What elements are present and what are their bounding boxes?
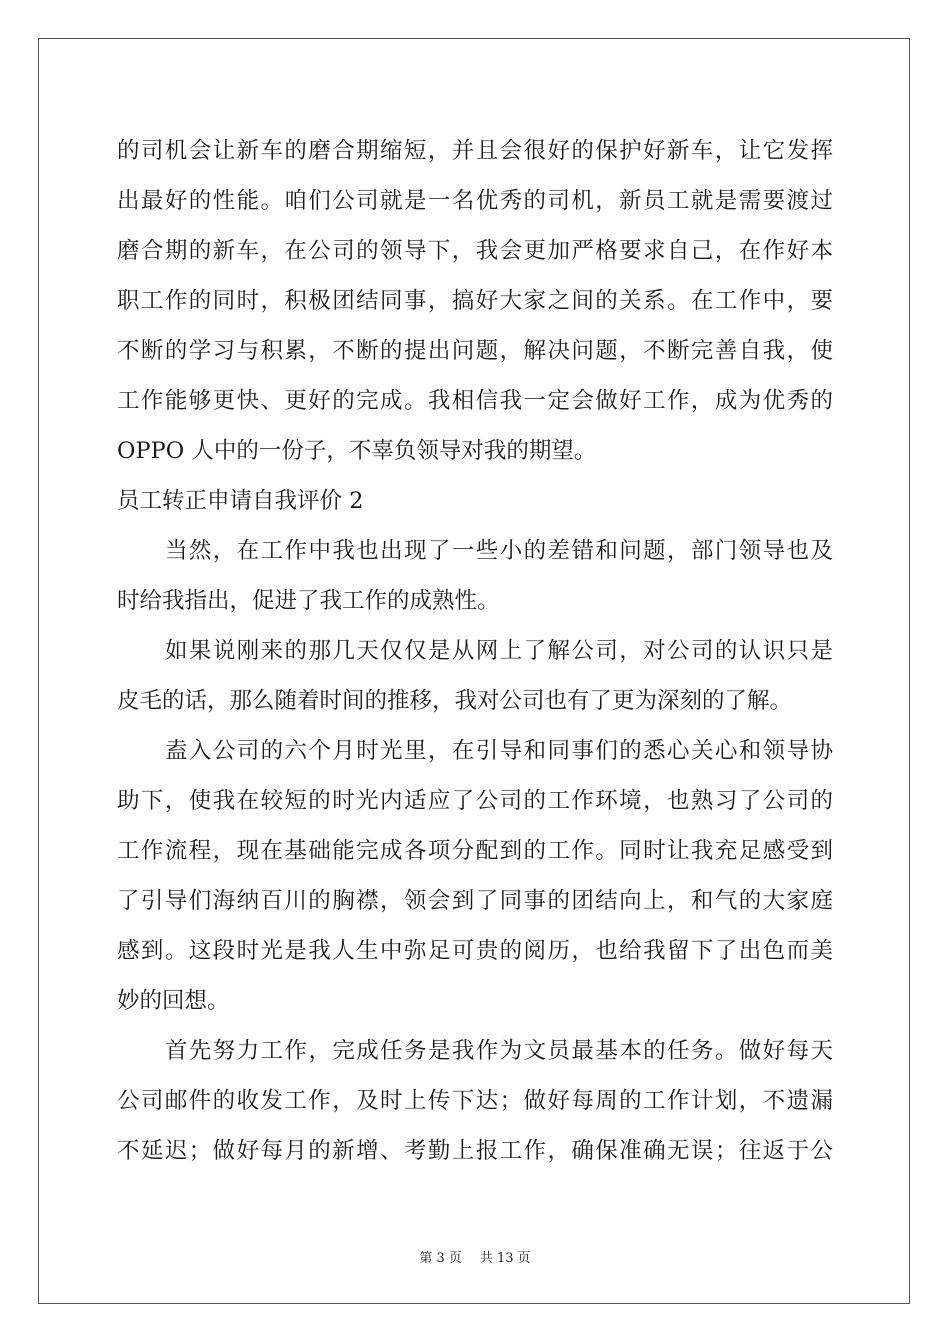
page-footer <box>0 1247 950 1266</box>
text-line: 妙的回想。 <box>117 988 230 1014</box>
text-line: 职工作的同时，积极团结同事，搞好大家之间的关系。在工作中，要 <box>117 288 833 314</box>
text-line: 磨合期的新车，在公司的领导下，我会更加严格要求自己，在作好本 <box>117 238 833 264</box>
section-heading: 员工转正申请自我评价 2 <box>117 488 364 514</box>
text-line: 首先努力工作，完成任务是我作为文员最基本的任务。做好每天 <box>165 1038 833 1064</box>
text-line: 工作能够更快、更好的完成。我相信我一定会做好工作，成为优秀的 <box>117 388 833 414</box>
text-line: 感到。这段时光是我人生中弥足可贵的阅历，也给我留下了出色而美 <box>117 938 833 964</box>
text-line: 时给我指出，促进了我工作的成熟性。 <box>117 588 500 614</box>
text-line: 皮毛的话，那么随着时间的推移，我对公司也有了更为深刻的了解。 <box>117 688 793 714</box>
text-line: 如果说刚来的那几天仅仅是从网上了解公司，对公司的认识只是 <box>165 638 833 664</box>
page-number-total: 共 13 页 <box>479 1251 531 1266</box>
text-line: 的司机会让新车的磨合期缩短，并且会很好的保护好新车，让它发挥 <box>117 138 833 164</box>
text-line: 公司邮件的收发工作，及时上传下达；做好每周的工作计划，不遗漏 <box>117 1088 833 1114</box>
text-line: 不延迟；做好每月的新增、考勤上报工作，确保准确无误；往返于公 <box>117 1138 833 1164</box>
text-line: 助下，使我在较短的时光内适应了公司的工作环境，也熟习了公司的 <box>117 788 833 814</box>
text-line: 工作流程，现在基础能完成各项分配到的工作。同时让我充足感受到 <box>117 838 833 864</box>
page-number-current: 第 3 页 <box>419 1251 462 1266</box>
text-line: 当然，在工作中我也出现了一些小的差错和问题，部门领导也及 <box>165 538 833 564</box>
text-line: 不断的学习与积累，不断的提出问题，解决问题，不断完善自我，使 <box>117 338 833 364</box>
text-line: 盍入公司的六个月时光里，在引导和同事们的悉心关心和领导协 <box>165 738 833 764</box>
text-line: 了引导们海纳百川的胸襟，领会到了同事的团结向上，和气的大家庭 <box>117 888 833 914</box>
text-line: 出最好的性能。咱们公司就是一名优秀的司机，新员工就是需要渡过 <box>117 188 833 214</box>
document-body <box>117 126 833 1176</box>
text-line: OPPO 人中的一份子，不辜负领导对我的期望。 <box>117 438 597 464</box>
